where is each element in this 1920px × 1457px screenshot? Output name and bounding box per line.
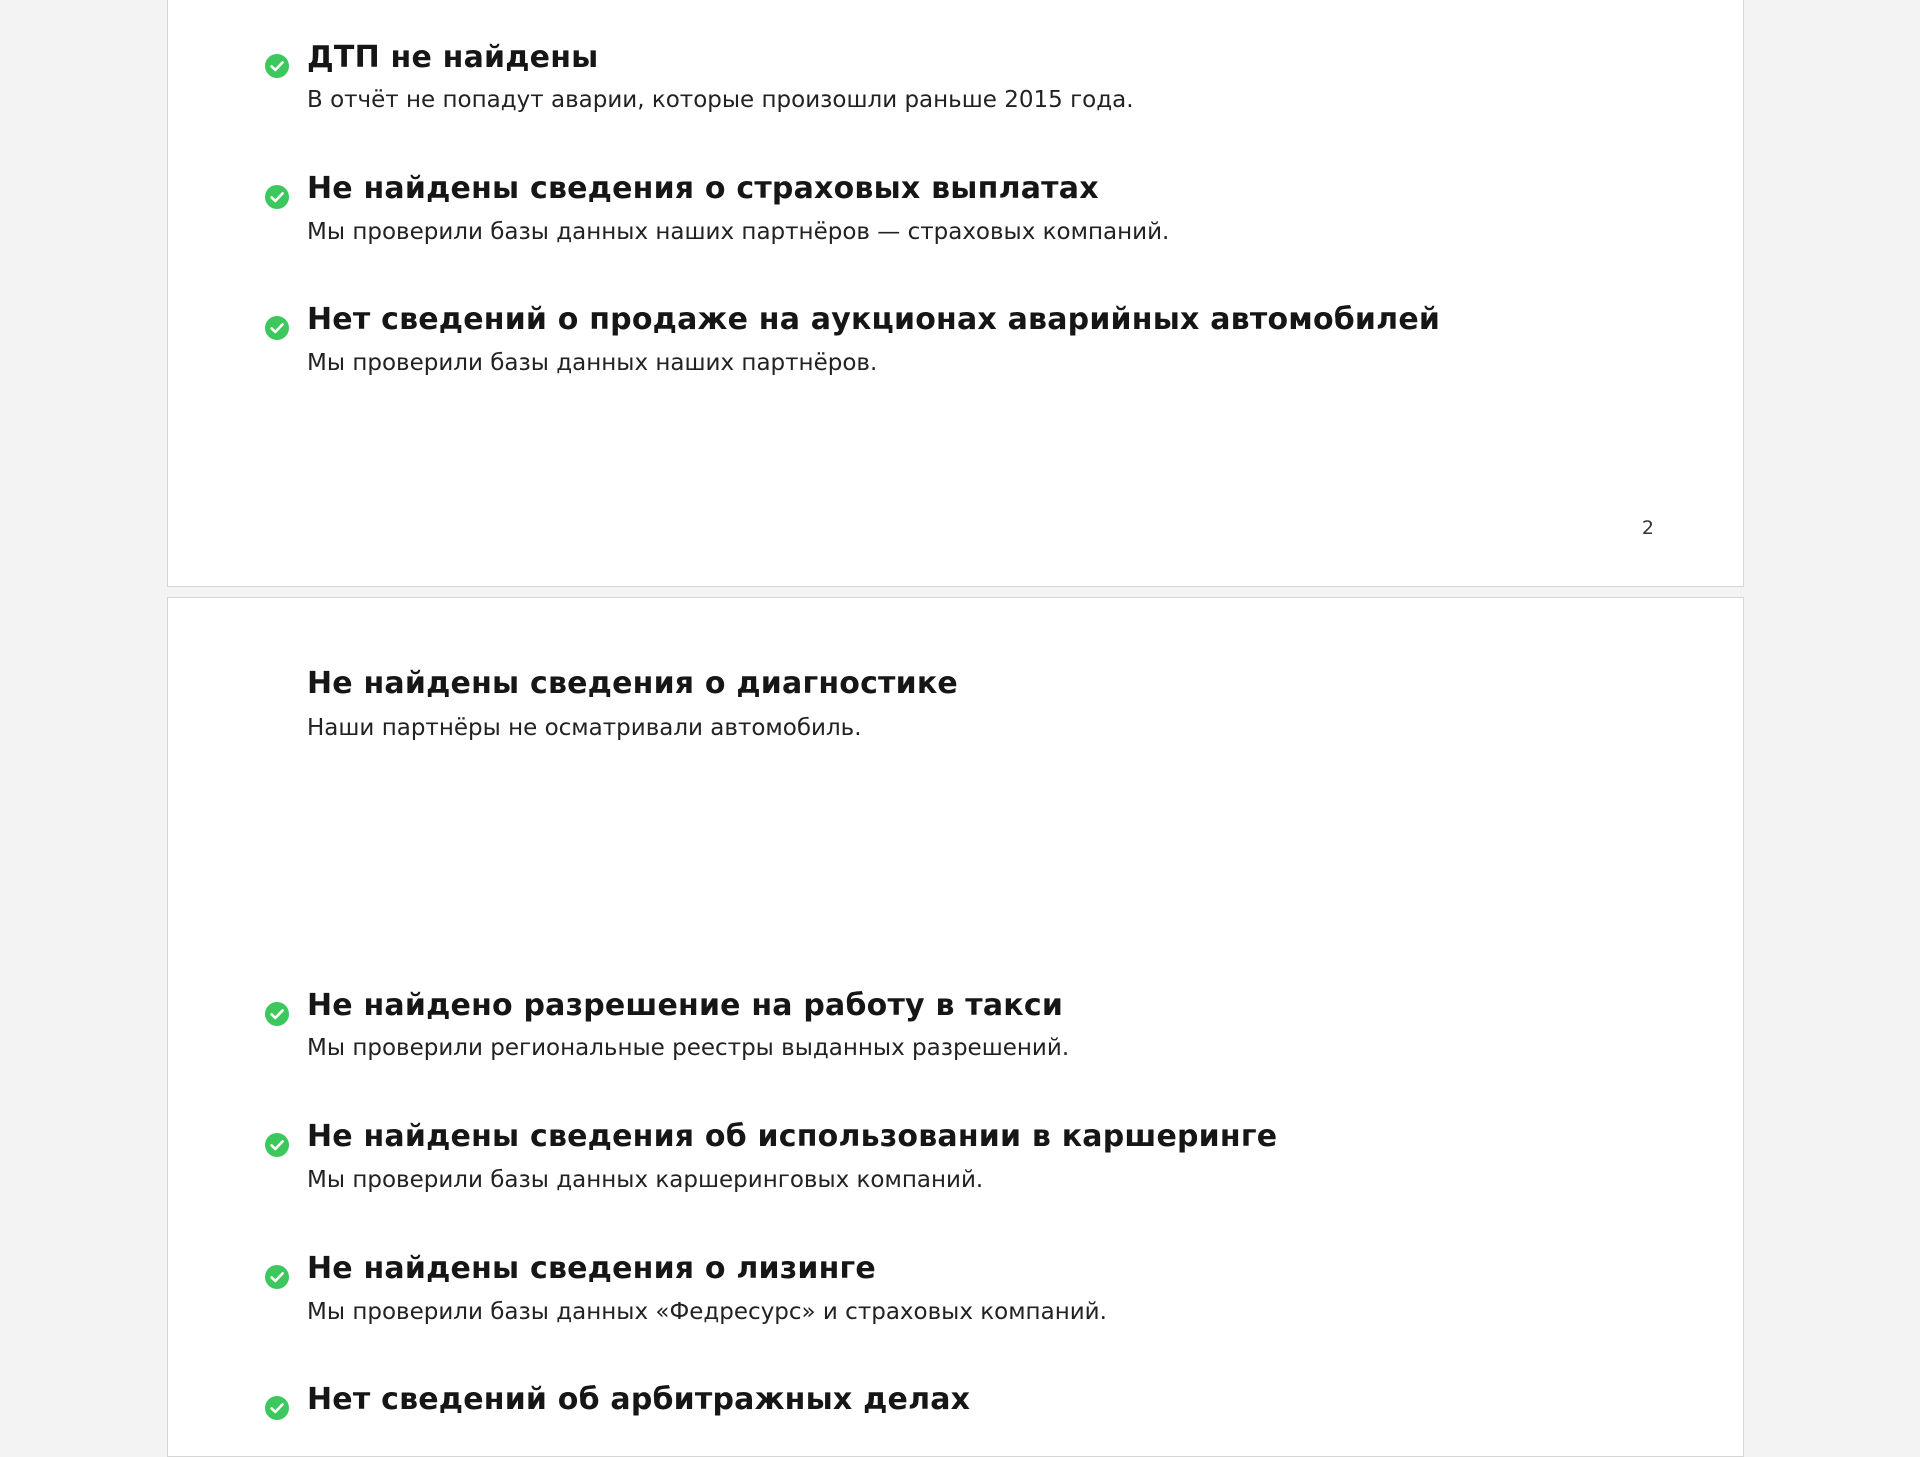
item-title: ДТП не найдены: [307, 40, 599, 75]
item-description: Мы проверили базы данных наших партнёров.: [307, 350, 878, 376]
check-circle-icon: [265, 185, 289, 209]
item-description: Мы проверили региональные реестры выданных разрешений.: [307, 1035, 1070, 1061]
check-circle-icon: [265, 54, 289, 78]
check-circle-icon: [265, 1002, 289, 1026]
item-title: Не найдены сведения об использовании в каршеринге: [307, 1119, 1278, 1154]
item-description: Наши партнёры не осматривали автомобиль.: [307, 715, 862, 741]
item-description: Мы проверили базы данных «Федресурс» и страховых компаний.: [307, 1299, 1107, 1325]
check-circle-icon: [265, 316, 289, 340]
item-description: В отчёт не попадут аварии, которые произошли раньше 2015 года.: [307, 87, 1134, 113]
check-circle-icon: [265, 1396, 289, 1420]
item-description: Мы проверили базы данных наших партнёров — страховых компаний.: [307, 219, 1170, 245]
item-title: Нет сведений о продаже на аукционах аварийных автомобилей: [307, 302, 1441, 337]
check-circle-icon: [265, 1133, 289, 1157]
item-title: Не найдены сведения о лизинге: [307, 1251, 876, 1286]
page-number: 2: [1641, 517, 1654, 539]
check-circle-icon: [265, 1265, 289, 1289]
item-description: Мы проверили базы данных каршеринговых компаний.: [307, 1167, 984, 1193]
item-title: Не найдены сведения о страховых выплатах: [307, 171, 1099, 206]
item-title: Нет сведений об арбитражных делах: [307, 1382, 971, 1417]
report-page-2: [167, 0, 1744, 587]
item-title: Не найдено разрешение на работу в такси: [307, 988, 1064, 1023]
report-page-3: [167, 597, 1744, 1457]
item-title: Не найдены сведения о диагностике: [307, 666, 958, 701]
